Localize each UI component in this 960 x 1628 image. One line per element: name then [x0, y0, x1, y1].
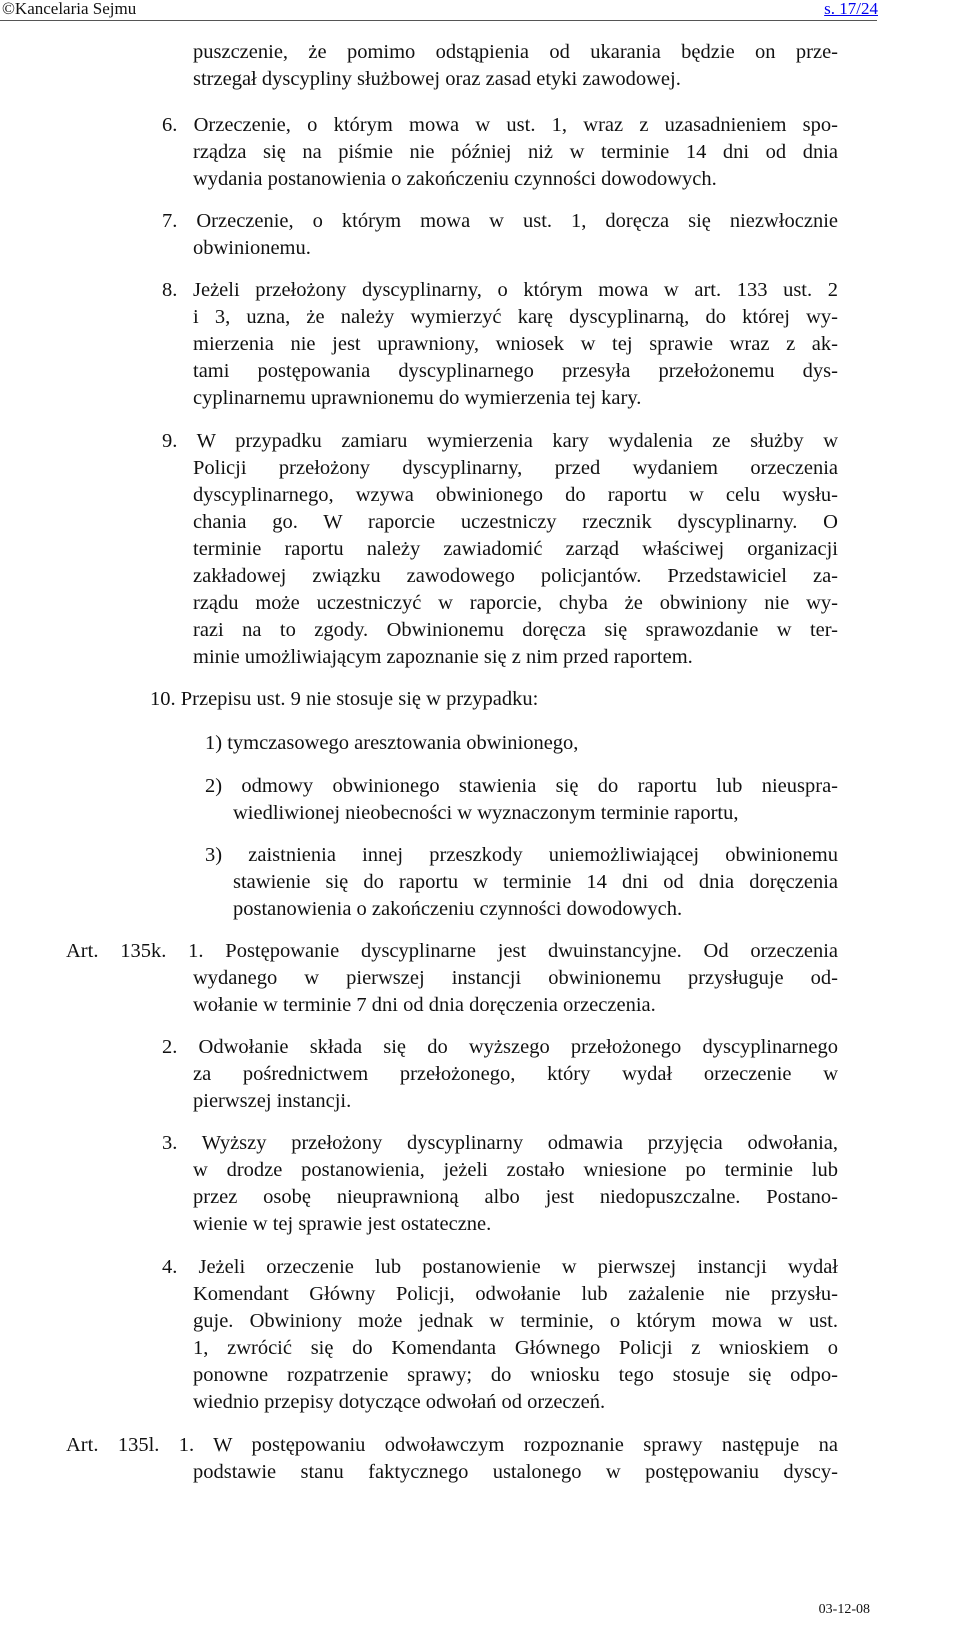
page-number-link[interactable]: s. 17/24: [824, 0, 878, 18]
text-line: minie umożliwiającym zapoznanie się z nim przed raportem.: [193, 646, 693, 668]
text-line: rządza się na piśmie nie później niż w terminie 14 dni od dnia: [193, 141, 838, 163]
text-line: terminie raportu należy zawiadomić zarząd właściwej organizacji: [193, 538, 838, 560]
text-line: tami postępowania dyscyplinarnego przesyła przełożonemu dys-: [193, 360, 838, 382]
text-line: wołanie w terminie 7 dni od dnia doręczenia orzeczenia.: [193, 994, 656, 1016]
text-line: 7. Orzeczenie, o którym mowa w ust. 1, doręcza się niezwłocznie: [162, 210, 838, 232]
text-line: ponowne rozpatrzenie sprawy; do wniosku tego stosuje się odpo-: [193, 1364, 838, 1386]
text-line: strzegał dyscypliny służbowej oraz zasad etyki zawodowej.: [193, 68, 681, 90]
text-line: cyplinarnemu uprawnionemu do wymierzenia tej kary.: [193, 387, 642, 409]
text-line: Komendant Główny Policji, odwołanie lub zażalenie nie przysłu-: [193, 1283, 838, 1305]
list-item: postanowienia o zakończeniu czynności dowodowych.: [233, 898, 683, 920]
header-divider: [0, 20, 877, 21]
text-line: dyscyplinarnego, wzywa obwinionego do raportu w celu wysłu-: [193, 484, 838, 506]
text-line: w drodze postanowienia, jeżeli zostało wniesione po terminie lub: [193, 1159, 838, 1181]
text-line: wydanego w pierwszej instancji obwinionemu przysługuje od-: [193, 967, 838, 989]
article-line: Art. 135k. 1. Postępowanie dyscyplinarne jest dwuinstancyjne. Od orzeczenia: [66, 940, 838, 962]
text-line: 10. Przepisu ust. 9 nie stosuje się w przypadku:: [150, 688, 539, 710]
text-line: puszczenie, że pomimo odstąpienia od ukarania będzie on prze-: [193, 41, 838, 63]
text-line: wiednio przepisy dotyczące odwołań od orzeczeń.: [193, 1391, 606, 1413]
text-line: 3. Wyższy przełożony dyscyplinarny odmawia przyjęcia odwołania,: [162, 1132, 838, 1154]
text-line: zakładowej związku zawodowego policjantów. Przedstawiciel za-: [193, 565, 838, 587]
text-line: podstawie stanu faktycznego ustalonego w postępowaniu dyscy-: [193, 1461, 838, 1483]
text-line: 8. Jeżeli przełożony dyscyplinarny, o którym mowa w art. 133 ust. 2: [162, 279, 838, 301]
list-item: 2) odmowy obwinionego stawienia się do raportu lub nieuspra-: [205, 775, 838, 797]
text-line: guje. Obwiniony może jednak w terminie, o którym mowa w ust.: [193, 1310, 838, 1332]
text-line: obwinionemu.: [193, 237, 311, 259]
text-line: 9. W przypadku zamiaru wymierzenia kary wydalenia ze służby w: [162, 430, 838, 452]
list-item: stawienie się do raportu w terminie 14 dni od dnia doręczenia: [233, 871, 838, 893]
page-header: [0, 0, 960, 24]
article-line: Art. 135l. 1. W postępowaniu odwoławczym rozpoznanie sprawy następuje na: [66, 1434, 838, 1456]
copyright-label: ©Kancelaria Sejmu: [2, 0, 137, 18]
text-line: 1, zwrócić się do Komendanta Głównego Policji z wnioskiem o: [193, 1337, 838, 1359]
text-line: mierzenia nie jest uprawniony, wniosek w tej sprawie wraz z ak-: [193, 333, 838, 355]
text-line: wydania postanowienia o zakończeniu czynności dowodowych.: [193, 168, 717, 190]
text-line: razi na to zgody. Obwinionemu doręcza się sprawozdanie w ter-: [193, 619, 838, 641]
text-line: 4. Jeżeli orzeczenie lub postanowienie w pierwszej instancji wydał: [162, 1256, 838, 1278]
text-line: rządu może uczestniczyć w raporcie, chyba że obwiniony nie wy-: [193, 592, 838, 614]
list-item: wiedliwionej nieobecności w wyznaczonym terminie raportu,: [233, 802, 739, 824]
text-line: i 3, uzna, że należy wymierzyć karę dyscyplinarną, do której wy-: [193, 306, 838, 328]
text-line: za pośrednictwem przełożonego, który wydał orzeczenie w: [193, 1063, 838, 1085]
text-line: 6. Orzeczenie, o którym mowa w ust. 1, wraz z uzasadnieniem spo-: [162, 114, 838, 136]
footer-date: 03-12-08: [818, 1602, 870, 1617]
text-line: wienie w tej sprawie jest ostateczne.: [193, 1213, 492, 1235]
text-line: chania go. W raporcie uczestniczy rzecznik dyscyplinarny. O: [193, 511, 838, 533]
text-line: 2. Odwołanie składa się do wyższego przełożonego dyscyplinarnego: [162, 1036, 838, 1058]
list-item: 1) tymczasowego aresztowania obwinionego,: [205, 732, 579, 754]
text-line: pierwszej instancji.: [193, 1090, 352, 1112]
list-item: 3) zaistnienia innej przeszkody uniemożliwiającej obwinionemu: [205, 844, 838, 866]
text-line: Policji przełożony dyscyplinarny, przed wydaniem orzeczenia: [193, 457, 838, 479]
text-line: przez osobę nieuprawnioną albo jest niedopuszczalne. Postano-: [193, 1186, 838, 1208]
